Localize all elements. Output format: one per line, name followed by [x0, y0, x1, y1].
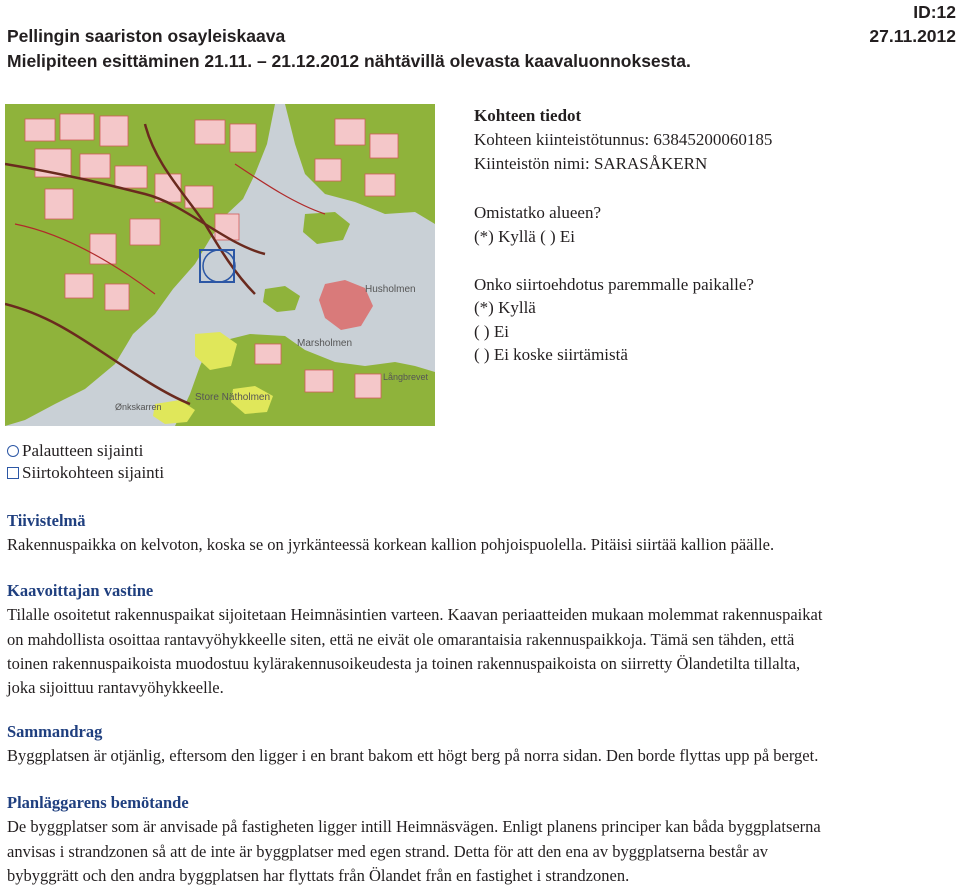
document-title: Pellingin saariston osayleiskaava	[7, 26, 286, 46]
section-summary-fi	[7, 509, 957, 558]
map-image	[5, 104, 435, 426]
summary-sv-heading: Sammandrag	[7, 722, 103, 741]
response-fi-heading: Kaavoittajan vastine	[7, 581, 154, 600]
map-label-husholmen: Husholmen	[365, 284, 416, 295]
info-heading: Kohteen tiedot	[474, 106, 582, 125]
legend-move-label: Siirtokohteen sijainti	[22, 463, 165, 482]
question-ownership: Omistatko alueen?	[474, 203, 601, 222]
response-sv-line: bybyggrätt och den andra byggplatsen har flyttats från Ölandet från en fastighet i strandzonen.	[7, 865, 630, 885]
map-label-marsholmen: Marsholmen	[297, 338, 353, 349]
circle-marker-icon	[7, 445, 19, 457]
document-date: 27.11.2012	[869, 26, 956, 46]
property-name: Kiinteistön nimi: SARASÅKERN	[474, 154, 708, 173]
response-sv-line: De byggplatser som är anvisade på fastigheten ligger intill Heimnäsvägen. Enligt planens principer kan båda byggplatserna	[7, 817, 821, 837]
document-id: ID:12	[913, 2, 956, 22]
document-subtitle: Mielipiteen esittäminen 21.11. – 21.12.2012 nähtävillä olevasta kaavaluonnoksesta.	[7, 51, 691, 71]
legend-move-location	[7, 463, 164, 483]
map-label-onkskarren: Ønkskarren	[115, 402, 162, 412]
relocation-option-no: ( ) Ei	[474, 322, 509, 341]
property-id: Kohteen kiinteistötunnus: 63845200060185	[474, 130, 773, 149]
section-summary-sv	[7, 720, 957, 769]
legend-feedback-label: Palautteen sijainti	[22, 441, 144, 460]
square-marker-icon	[7, 467, 19, 479]
response-sv-line: anvisas i strandzonen så att de inte är byggplatser med egen strand. Detta för att den ena av byggplatserna består av	[7, 841, 769, 861]
relocation-option-na: ( ) Ei koske siirtämistä	[474, 345, 628, 364]
question-relocation: Onko siirtoehdotus paremmalle paikalle?	[474, 275, 754, 294]
legend-feedback-location	[7, 441, 143, 461]
response-sv-heading: Planläggarens bemötande	[7, 793, 189, 812]
summary-fi-text: Rakennuspaikka on kelvoton, koska se on jyrkänteessä korkean kallion pohjoispuolella. Pitäisi siirtää kallion päälle.	[7, 535, 775, 555]
section-response-fi	[7, 579, 957, 700]
summary-fi-heading: Tiivistelmä	[7, 511, 86, 530]
response-fi-line: Tilalle osoitetut rakennuspaikat sijoitetaan Heimnäsintien varteen. Kaavan periaatteiden mukaan molemmat rakennuspaikat	[7, 605, 823, 625]
response-fi-line: toinen rakennuspaikoista muodostuu kylärakennusoikeudesta ja toinen rakennuspaikoista on siirretty Ölandetilta tillalta,	[7, 653, 801, 673]
response-fi-line: joka sijoittuu rantavyöhykkeelle.	[7, 678, 224, 698]
section-response-sv	[7, 791, 957, 888]
summary-sv-text: Byggplatsen är otjänlig, eftersom den ligger i en brant bakom ett högt berg på norra sidan. Den borde flyttas upp på berget.	[7, 746, 819, 766]
answer-ownership: (*) Kyllä ( ) Ei	[474, 227, 576, 246]
response-fi-line: on mahdollista osoittaa rantavyöhykkeelle siten, että ne eivät ole omarantaisia rakennuspaikkoja. Tämä sen tähden, että	[7, 629, 795, 649]
relocation-option-yes: (*) Kyllä	[474, 298, 536, 317]
map-label-store-natholmen: Store Nätholmen	[195, 392, 271, 403]
map-label-lampbrevet: Långbrevet	[383, 372, 429, 382]
